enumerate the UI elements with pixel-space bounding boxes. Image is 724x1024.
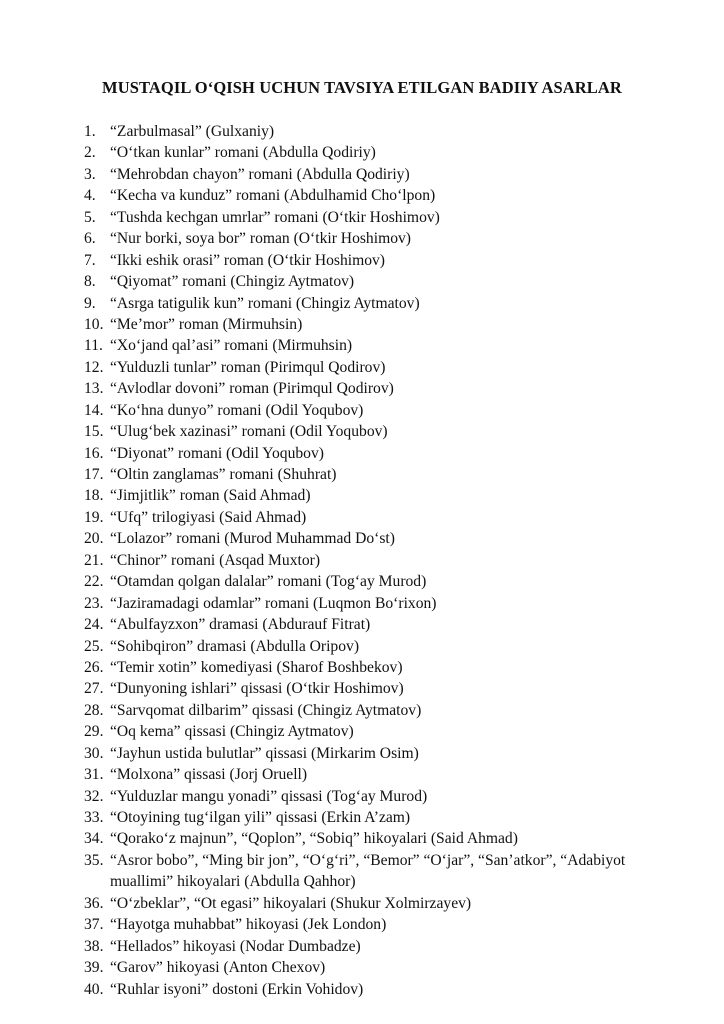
item-text: “Otamdan qolgan dalalar” romani (Tog‘ay Murod)	[110, 573, 427, 591]
list-item	[84, 378, 684, 399]
item-number: 22.	[84, 573, 104, 591]
list-item	[84, 142, 684, 163]
item-number: 30.	[84, 744, 104, 762]
item-text: “Chinor” romani (Asqad Muxtor)	[110, 551, 321, 569]
item-text: “Yulduzlar mangu yonadi” qissasi (Tog‘ay Murod)	[110, 787, 428, 805]
item-text: “Sarvqomat dilbarim” qissasi (Chingiz Aytmatov)	[110, 701, 422, 719]
list-item	[84, 485, 684, 506]
item-number: 40.	[84, 980, 104, 998]
item-number: 6.	[84, 230, 96, 248]
list-item	[84, 335, 684, 356]
list-item	[84, 507, 684, 528]
item-text: “Ko‘hna dunyo” romani (Odil Yoqubov)	[110, 401, 364, 419]
list-item	[84, 936, 684, 957]
list-item	[84, 657, 684, 678]
item-text: “Oltin zanglamas” romani (Shuhrat)	[110, 466, 337, 483]
item-number: 34.	[84, 830, 104, 848]
item-text: “Temir xotin” komediyasi (Sharof Boshbekov)	[110, 658, 403, 676]
list-item	[84, 443, 684, 464]
item-text: “Ruhlar isyoni” dostoni (Erkin Vohidov)	[110, 980, 364, 998]
list-item	[84, 593, 684, 614]
list-item	[84, 528, 684, 549]
item-number: 10.	[84, 315, 104, 333]
list-item	[84, 293, 684, 314]
list-item	[84, 357, 684, 378]
list-item	[84, 421, 684, 442]
list-item	[84, 185, 684, 206]
list-item	[84, 228, 684, 249]
list-item	[84, 678, 684, 699]
item-number: 39.	[84, 959, 104, 977]
item-number: 36.	[84, 894, 104, 912]
item-number: 5.	[84, 208, 96, 226]
list-item	[84, 786, 684, 807]
item-text: “Yulduzli tunlar” roman (Pirimqul Qodirov)	[110, 358, 386, 376]
item-number: 38.	[84, 937, 104, 955]
item-number: 31.	[84, 766, 104, 784]
list-item	[84, 893, 684, 914]
item-text: “Dunyoning ishlari” qissasi (O‘tkir Hoshimov)	[110, 680, 404, 698]
list-item	[84, 743, 684, 764]
item-number: 7.	[84, 251, 96, 269]
item-text: “Otoyining tug‘ilgan yili” qissasi (Erkin A’zam)	[110, 809, 411, 826]
item-text: “Hayotga muhabbat” hikoyasi (Jek London)	[110, 916, 387, 934]
item-text: “Jaziramadagi odamlar” romani (Luqmon Bo‘rixon)	[110, 594, 437, 612]
item-number: 14.	[84, 401, 104, 419]
item-text: “O‘tkan kunlar” romani (Abdulla Qodiriy)	[110, 144, 376, 162]
item-number: 3.	[84, 165, 96, 183]
item-text: “Tushda kechgan umrlar” romani (O‘tkir Hoshimov)	[110, 208, 440, 226]
item-text: “Ufq” trilogiyasi (Said Ahmad)	[110, 508, 307, 526]
item-text: “O‘zbeklar”, “Ot egasi” hikoyalari (Shukur Xolmirzayev)	[110, 894, 472, 912]
item-text: “Diyonat” romani (Odil Yoqubov)	[110, 444, 324, 462]
item-number: 37.	[84, 916, 104, 934]
list-item	[84, 636, 684, 657]
list-item	[84, 571, 684, 592]
item-text: “Abulfayzxon” dramasi (Abdurauf Fitrat)	[110, 616, 371, 634]
item-number: 16.	[84, 444, 104, 462]
list-item	[84, 721, 684, 742]
item-number: 24.	[84, 616, 104, 634]
list-item	[84, 614, 684, 635]
item-number: 35.	[84, 851, 104, 869]
item-text: “Xo‘jand qal’asi” romani (Mirmuhsin)	[110, 337, 353, 355]
item-text: “Mehrobdan chayon” romani (Abdulla Qodiriy)	[110, 165, 410, 183]
list-item	[84, 250, 684, 271]
item-number: 29.	[84, 723, 104, 741]
item-number: 2.	[84, 144, 96, 162]
list-item	[84, 957, 684, 978]
list-item	[84, 979, 684, 1000]
item-text: “Oq kema” qissasi (Chingiz Aytmatov)	[110, 723, 354, 741]
item-number: 1.	[84, 123, 96, 140]
item-text: “Qorako‘z majnun”, “Qoplon”, “Sobiq” hikoyalari (Said Ahmad)	[110, 830, 518, 848]
item-number: 26.	[84, 658, 104, 676]
item-text: “Zarbulmasal” (Gulxaniy)	[110, 123, 275, 140]
item-number: 33.	[84, 809, 104, 826]
item-text: “Asror bobo”, “Ming bir jon”, “O‘g‘ri”, “Bemor” “O‘jar”, “San’atkor”, “Adabiyot muallimi” hikoyalari (Abdulla Qahhor)	[110, 851, 626, 891]
list-item	[84, 314, 684, 335]
list-item	[84, 550, 684, 571]
item-number: 8.	[84, 273, 96, 291]
item-number: 28.	[84, 701, 104, 719]
list-item	[84, 271, 684, 292]
item-number: 23.	[84, 594, 104, 612]
page-title: MUSTAQIL O‘QISH UCHUN TAVSIYA ETILGAN BADIIY ASARLAR	[102, 78, 622, 97]
item-text: “Nur borki, soya bor” roman (O‘tkir Hoshimov)	[110, 230, 411, 248]
list-item	[84, 828, 684, 849]
item-number: 15.	[84, 423, 104, 441]
item-text: “Ulug‘bek xazinasi” romani (Odil Yoqubov)	[110, 423, 388, 441]
list-item	[84, 700, 684, 721]
item-text: “Avlodlar dovoni” roman (Pirimqul Qodirov)	[110, 380, 394, 398]
list-item	[84, 764, 684, 785]
list-item	[84, 164, 684, 185]
item-number: 27.	[84, 680, 104, 698]
item-number: 32.	[84, 787, 104, 805]
book-list	[84, 121, 684, 1000]
list-item	[84, 400, 684, 421]
list-item	[84, 807, 684, 828]
item-number: 12.	[84, 358, 104, 376]
list-item	[84, 850, 684, 893]
list-item	[84, 914, 684, 935]
item-text: “Jayhun ustida bulutlar” qissasi (Mirkarim Osim)	[110, 744, 419, 762]
item-text: “Asrga tatigulik kun” romani (Chingiz Aytmatov)	[110, 294, 420, 312]
list-item	[84, 121, 684, 142]
item-text: “Me’mor” roman (Mirmuhsin)	[110, 315, 303, 333]
item-number: 11.	[84, 337, 103, 355]
item-text: “Jimjitlik” roman (Said Ahmad)	[110, 487, 311, 505]
item-number: 19.	[84, 508, 104, 526]
item-number: 18.	[84, 487, 104, 505]
item-number: 25.	[84, 637, 104, 655]
item-text: “Sohibqiron” dramasi (Abdulla Oripov)	[110, 637, 360, 655]
item-text: “Lolazor” romani (Murod Muhammad Do‘st)	[110, 530, 395, 548]
item-number: 20.	[84, 530, 104, 548]
item-number: 17.	[84, 466, 104, 483]
item-text: “Kecha va kunduz” romani (Abdulhamid Cho‘lpon)	[110, 187, 436, 205]
item-text: “Garov” hikoyasi (Anton Chexov)	[110, 959, 326, 977]
item-text: “Molxona” qissasi (Jorj Oruell)	[110, 766, 308, 784]
item-number: 4.	[84, 187, 96, 205]
item-number: 21.	[84, 551, 104, 569]
item-number: 13.	[84, 380, 104, 398]
item-text: “Hellados” hikoyasi (Nodar Dumbadze)	[110, 937, 361, 955]
list-item	[84, 464, 684, 485]
item-number: 9.	[84, 294, 96, 312]
item-text: “Ikki eshik orasi” roman (O‘tkir Hoshimov)	[110, 251, 385, 269]
item-text: “Qiyomat” romani (Chingiz Aytmatov)	[110, 273, 355, 291]
list-item	[84, 207, 684, 228]
